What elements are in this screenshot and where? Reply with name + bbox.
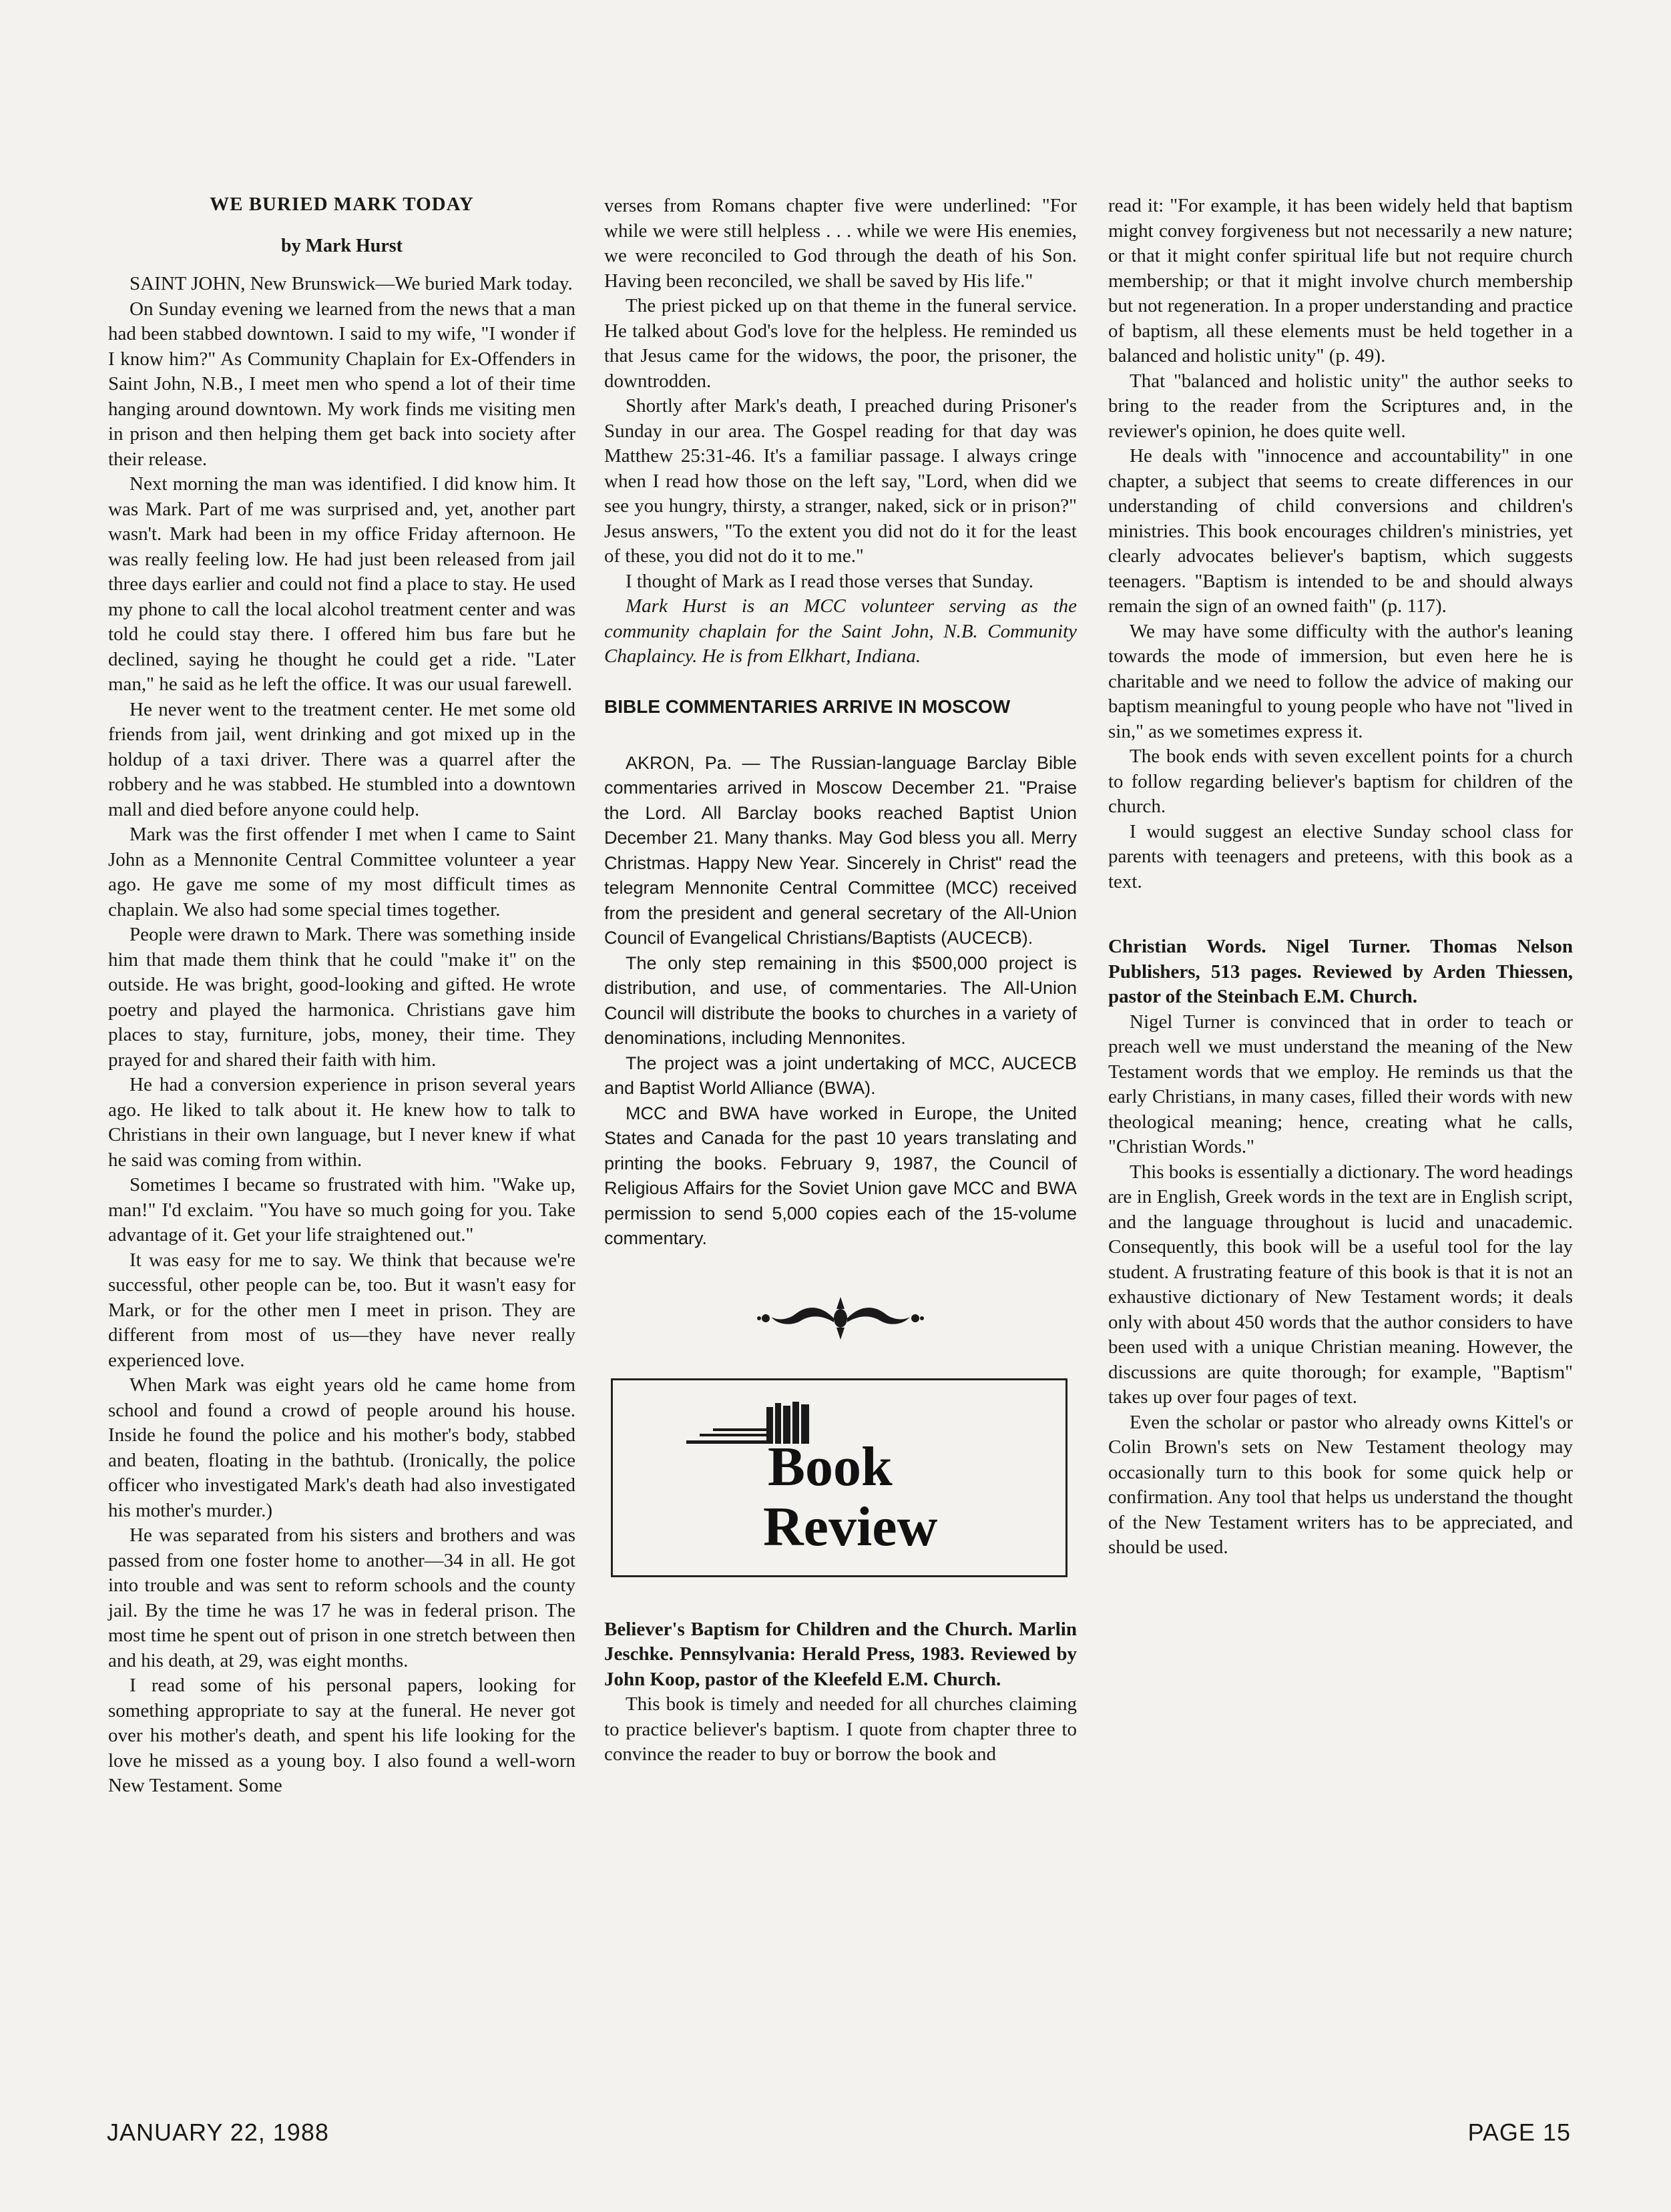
review-citation: Christian Words. Nigel Turner. Thomas Nelson Publishers, 513 pages. Reviewed by Arden Thiessen, pastor of the Steinbach E.M. Church. <box>1108 936 1573 1007</box>
paragraph: Shortly after Mark's death, I preached during Prisoner's Sunday in our area. The Gospel reading for that day was Matthew 25:31-46. It's a familiar passage. I always cringe when I read how those on the left say, "Lord, when did we see you hungry, thirsty, a stranger, naked, sick or in prison?" Jesus answers, "To the extent you did not do it for the least of these, you did not do it to me." <box>604 395 1077 567</box>
article-bible-commentaries <box>604 696 1077 1252</box>
paragraph: SAINT JOHN, New Brunswick—We buried Mark today. <box>130 273 573 294</box>
paragraph: The priest picked up on that theme in the funeral service. He talked about God's love for the helpless. He reminded us that Jesus came for the widows, the poor, the prisoner, the downtrodden. <box>604 295 1077 392</box>
paragraph: He deals with "innocence and accountability" in one chapter, a subject that seems to create differences in our understanding of child conversions and children's ministries. This book encourages children's ministries, yet clearly advocates believer's baptism, which suggests teenagers. "Baptism is intended to be and should always remain the sign of an owned faith" (p. 117). <box>1108 445 1573 617</box>
paragraph: verses from Romans chapter five were underlined: "For while we were still helpless . . . while we were His enemies, we were reconciled to God through the death of his Son. Having been reconciled, we shall be saved by His life." <box>604 195 1077 292</box>
paragraph: AKRON, Pa. — The Russian-language Barclay Bible commentaries arrived in Moscow December 21. "Praise the Lord. All Barclay books reached Baptist Union December 21. Many thanks. May God bless you all. Merry Christmas. Happy New Year. Sincerely in Christ" read the telegram Mennonite Central Committee (MCC) received from the president and general secretary of the All-Union Council of Evangelical Christians/Baptists (AUCECB). <box>604 752 1077 948</box>
footer-page-number: PAGE 15 <box>1467 2119 1571 2146</box>
paragraph: People were drawn to Mark. There was something inside him that made them think that he could "make it" on the outside. He was bright, good-looking and gifted. He wrote poetry and played the harmonica. Christians gave him places to stay, furniture, jobs, money, their time. They prayed for and shared their faith with him. <box>108 924 575 1071</box>
column-1 <box>108 194 575 1799</box>
paragraph: Even the scholar or pastor who already owns Kittel's or Colin Brown's sets on New Testament theology may occasionally turn to this book for some quick help or confirmation. Any tool that helps us understand the thought of the New Testament writers has to be appreciated, and should be used. <box>1108 1411 1573 1558</box>
paragraph: The book ends with seven excellent points for a church to follow regarding believer's baptism for children of the church. <box>1108 746 1573 817</box>
column-3 <box>1108 194 1573 1561</box>
footer-date: JANUARY 22, 1988 <box>107 2119 329 2146</box>
article-title-we-buried-mark: WE BURIED MARK TODAY <box>210 194 474 215</box>
paragraph: I thought of Mark as I read those verses that Sunday. <box>626 570 1033 592</box>
book-review-word-review: Review <box>763 1495 938 1558</box>
ornament-divider-icon <box>754 1292 927 1345</box>
review-citation: Believer's Baptism for Children and the Church. Marlin Jeschke. Pennsylvania: Herald Press, 1983. Reviewed by John Koop, pastor of the Kleefeld E.M. Church. <box>604 1618 1077 1690</box>
paragraph: When Mark was eight years old he came home from school and found a crowd of people around his house. Inside he found the police and his mother's body, stabbed and beaten, floating in the bathtub. (Ironically, the police officer who investigated Mark's death had also investigated his mother's murder.) <box>108 1374 575 1521</box>
book-review-word-book: Book <box>768 1435 893 1498</box>
paragraph: That "balanced and holistic unity" the author seeks to bring to the reader from the Scriptures and, in the reviewer's opinion, he does quite well. <box>1108 370 1573 442</box>
paragraph: It was easy for me to say. We think that because we're successful, other people can be, too. But it wasn't easy for Mark, or for the other men I meet in prison. They are different from most of us—they have never really experienced love. <box>108 1249 575 1371</box>
article-byline: by Mark Hurst <box>281 236 403 256</box>
paragraph: read it: "For example, it has been widely held that baptism might convey forgiveness but not necessarily a new nature; or that it might confer spiritual life but not require church membership; or that it might involve church membership but not regeneration. In a proper understanding and practice of baptism, all these elements must be held together in a balanced and holistic unity" (p. 49). <box>1108 195 1573 366</box>
paragraph: On Sunday evening we learned from the news that a man had been stabbed downtown. I said to my wife, "I wonder if I know him?" As Community Chaplain for Ex-Offenders in Saint John, N.B., I meet men who spend a lot of their time hanging around downtown. My work finds me visiting men in prison and then helping them get back into society after their release. <box>108 298 575 470</box>
author-note: Mark Hurst is an MCC volunteer serving as the community chaplain for the Saint John, N.B. Community Chaplaincy. He is from Elkhart, Indiana. <box>604 595 1077 667</box>
paragraph: Mark was the first offender I met when I came to Saint John as a Mennonite Central Committee volunteer a year ago. He gave me some of my most difficult times as chaplain. We also had some special times together. <box>108 824 575 920</box>
paragraph: He never went to the treatment center. He met some old friends from jail, went drinking and got mixed up in the holdup of a taxi driver. There was a quarrel after the robbery and he was stabbed. He stumbled into a downtown mall and died before anyone could help. <box>108 698 575 820</box>
paragraph: MCC and BWA have worked in Europe, the United States and Canada for the past 10 years translating and printing the books. February 9, 1987, the Council of Religious Affairs for the Soviet Union gave MCC and BWA permission to send 5,000 copies each of the 15-volume commentary. <box>604 1103 1077 1248</box>
paragraph: Sometimes I became so frustrated with him. "Wake up, man!" I'd exclaim. "You have so much going for you. Take advantage of it. Get your life straightened out." <box>108 1174 575 1246</box>
paragraph: We may have some difficulty with the author's leaning towards the mode of immersion, but even here he is charitable and we need to follow the advice of making our baptism meaningful to young people who have not "lived in sin," as we sometimes express it. <box>1108 620 1573 742</box>
paragraph: Next morning the man was identified. I did know him. It was Mark. Part of me was surprised and, yet, another part wasn't. Mark had been in my office Friday afternoon. He was really feeling low. He had just been released from jail three days earlier and could not find a place to stay. He used my phone to call the local alcohol treatment center and was told he could stay there. I offered him bus fare but he declined, saying he thought he could get a ride. "Later man," he said as he left the office. It was our usual farewell. <box>108 473 575 695</box>
column-2 <box>604 194 1077 1767</box>
paragraph: He had a conversion experience in prison several years ago. He liked to talk about it. He knew how to talk to Christians in their own language, but I never knew if what he said was coming from within. <box>108 1074 575 1171</box>
paragraph: The only step remaining in this $500,000 project is distribution, and use, of commentaries. The All-Union Council will distribute the books to churches in a variety of denominations, including Mennonites. <box>604 952 1077 1048</box>
paragraph: This book is timely and needed for all churches claiming to practice believer's baptism. I quote from chapter three to convince the reader to buy or borrow the book and <box>604 1693 1077 1765</box>
paragraph: The project was a joint undertaking of MCC, AUCECB and Baptist World Alliance (BWA). <box>604 1053 1077 1098</box>
paragraph: I would suggest an elective Sunday school class for parents with teenagers and preteens, with this book as a text. <box>1108 820 1573 892</box>
article-title-bible-commentaries: BIBLE COMMENTARIES ARRIVE IN MOSCOW <box>604 696 1011 717</box>
paragraph: He was separated from his sisters and brothers and was passed from one foster home to another—34 in all. He got into trouble and was sent to reform schools and the county jail. By the time he was 17 he was in federal prison. The most time he spent out of prison in one stretch between then and his death, at 29, was eight months. <box>108 1525 575 1671</box>
paragraph: This books is essentially a dictionary. The word headings are in English, Greek words in the text are in English script, and the language throughout is lucid and unacademic. Consequently, this book will be a useful tool for the lay student. A frustrating feature of this book is that it is not an exhaustive dictionary of New Testament words; it deals only with about 450 words that the author considers to have been used with a unique Christian meaning. However, the discussions are quite thorough; for example, "Baptism" takes up over four pages of text. <box>1108 1161 1573 1408</box>
paragraph: Nigel Turner is convinced that in order to teach or preach well we must understand the meaning of the New Testament words that we employ. He reminds us that the early Christians, in many cases, filled their words with new theological meaning; hence, creating what he calls, "Christian Words." <box>1108 1011 1573 1157</box>
book-review-banner <box>611 1378 1067 1577</box>
paragraph: I read some of his personal papers, looking for something appropriate to say at the funeral. He never got over his mother's death, and spent his life looking for the love he missed as a young boy. I also found a well-worn New Testament. Some <box>108 1675 575 1796</box>
